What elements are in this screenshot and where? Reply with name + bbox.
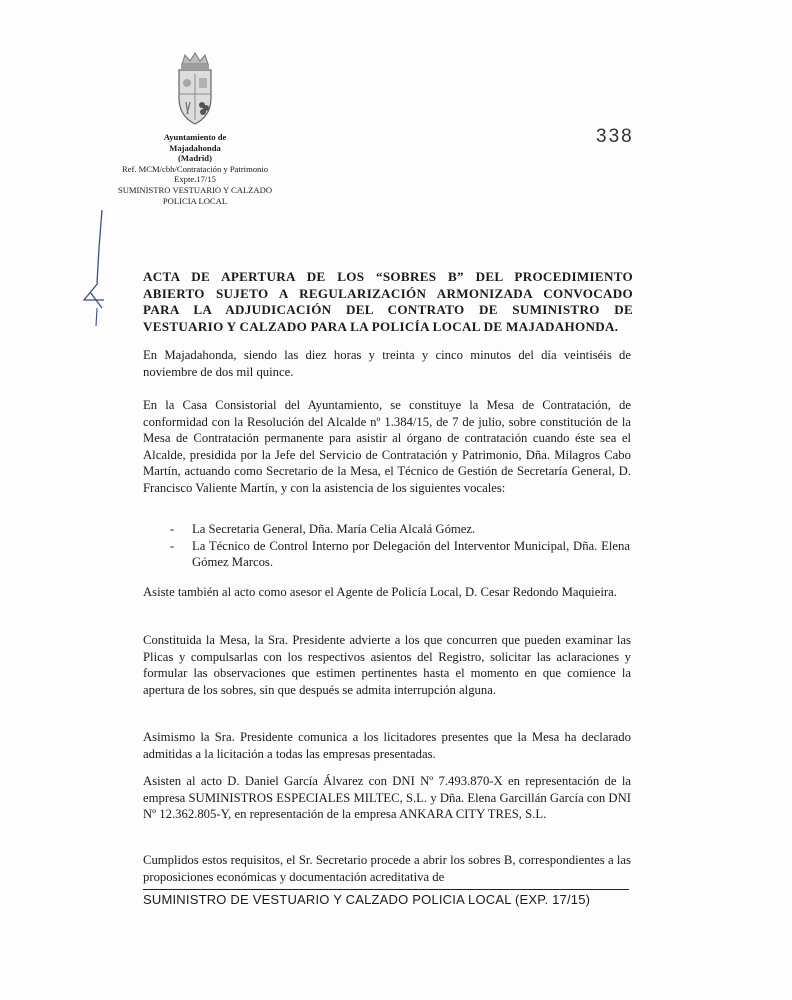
list-item: - La Secretaria General, Dña. María Celia Alcalá Gómez. — [168, 521, 630, 538]
handwritten-mark-icon — [78, 208, 118, 328]
title-line: VESTUARIO Y CALZADO PARA LA POLICÍA LOCAL DE MAJADAHONDA. — [143, 318, 619, 334]
paragraph-attendees: Asisten al acto D. Daniel García Álvarez con DNI Nº 7.493.870-X en representación de la empresa SUMINISTROS ESPECIALES MILTEC, S.L. y Dña. Elena Garcillán García con DNI Nº 12.362.805-Y, en representación de la empresa ANKARA CITY TRES, S.L. — [143, 774, 631, 821]
coat-of-arms-icon — [172, 50, 218, 128]
letterhead-line: Ayuntamiento de — [163, 132, 227, 142]
letterhead-ref: Ref. MCM/cbh/Contratación y Patrimonio — [121, 163, 269, 174]
letterhead-line: Majadahonda — [169, 142, 221, 153]
paragraph-opening: Cumplidos estos requisitos, el Sr. Secretario procede a abrir los sobres B, correspondientes a las proposiciones económicas y documentación acreditativa de — [143, 853, 631, 884]
letterhead-line: (Madrid) — [178, 153, 212, 164]
paragraph-advisor: Asiste también al acto como asesor el Agente de Policía Local, D. Cesar Redondo Maquieira. — [143, 585, 617, 599]
page-footer: SUMINISTRO DE VESTUARIO Y CALZADO POLICIA LOCAL (EXP. 17/15) — [143, 889, 629, 907]
title-line: ACTA DE APERTURA DE LOS “SOBRES B” DEL PROCEDIMIENTO — [143, 269, 633, 284]
paragraph-admitted: Asimismo la Sra. Presidente comunica a los licitadores presentes que la Mesa ha declarado admitidas a la licitación a todas las empresas presentadas. — [143, 730, 631, 761]
paragraph-warning: Constituida la Mesa, la Sra. Presidente advierte a los que concurren que pueden examinar las Plicas y compulsarlas con los respectivos asientos del Registro, solicitar las aclaraciones y formular las observaciones que estimen pertinentes hasta el momento en que comience la apertura de los sobres, sin que después se admita interrupción alguna. — [143, 633, 631, 697]
list-item: - La Técnico de Control Interno por Delegación del Interventor Municipal, Dña. Elena Gómez Marcos. — [168, 538, 630, 571]
page-number: 338 — [596, 126, 634, 147]
paragraph-date: En Majadahonda, siendo las diez horas y treinta y cinco minutos del día veintiséis de noviembre de dos mil quince. — [143, 348, 631, 379]
letterhead-subject: POLICIA LOCAL — [162, 195, 228, 206]
letterhead-subject: SUMINISTRO VESTUARIO Y CALZADO — [117, 184, 273, 195]
paragraph-constitution: En la Casa Consistorial del Ayuntamiento, se constituye la Mesa de Contratación, de conformidad con la Resolución del Alcalde nº 1.384/15, de 7 de julio, sobre constitución de la Mesa de Contratación permanente para asistir al órgano de contratación cuando éste sea el Alcalde, presidida por la Jefe del Servicio de Contratación y Patrimonio, Dña. Milagros Cabo Martín, actuando como Secretario de la Mesa, el Técnico de Gestión de Secretaría General, D. Francisco Valiente Martín, y con la asistencia de los siguientes vocales: — [143, 398, 631, 495]
document-title — [143, 269, 633, 335]
title-line: PARA LA ADJUDICACIÓN DEL CONTRATO DE SUMINISTRO DE — [143, 302, 633, 318]
letterhead — [100, 132, 290, 206]
title-line: ABIERTO SUJETO A REGULARIZACIÓN ARMONIZADA CONVOCADO — [143, 285, 633, 301]
vocales-list — [168, 521, 630, 571]
letterhead-expte: Expte.17/15 — [174, 174, 216, 185]
